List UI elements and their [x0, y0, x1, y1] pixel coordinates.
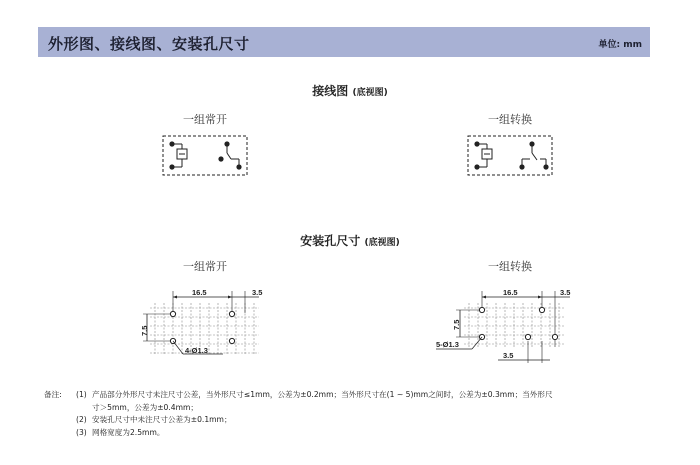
dim-right-left: 3.5 [252, 288, 263, 297]
unit-label: 单位: mm [598, 40, 642, 50]
note-num: (2) [76, 415, 87, 424]
mounting-drawing-no [135, 283, 280, 368]
dim-side-left: 7.5 [140, 325, 149, 336]
section-title: 外形图、接线图、安装孔尺寸 [48, 35, 250, 53]
mounting-subtitle: (底视图) [364, 238, 400, 248]
note-text: 产品部分外形尺寸未注尺寸公差，当外形尺寸≤1mm，公差为±0.2mm；当外形尺寸在(1 ~ 5)mm之间时，公差为±0.3mm；当外形尺 [92, 390, 553, 399]
wiring-title: 接线图 [312, 84, 349, 98]
note-num: (1) [76, 390, 87, 399]
dim-holes-right: 5-Ø1.3 [436, 340, 459, 349]
mounting-drawing-co [432, 283, 577, 368]
wiring-diagram-no [160, 133, 252, 179]
note-text: 安装孔尺寸中未注尺寸公差为±0.1mm； [92, 415, 232, 424]
wiring-diagram-co [465, 133, 557, 179]
note-text: 寸＞5mm，公差为±0.4mm； [92, 402, 199, 412]
dim-right-right: 3.5 [560, 288, 571, 297]
wiring-heading [0, 82, 700, 99]
mounting-heading [0, 232, 700, 249]
dim-top-left: 16.5 [192, 288, 207, 297]
dim-side-right: 7.5 [452, 319, 461, 330]
wiring-left-label: 一组常开 [183, 113, 227, 126]
mounting-right-label: 一组转换 [488, 260, 532, 273]
section-header [38, 27, 650, 57]
wiring-subtitle: (底视图) [352, 88, 388, 98]
mounting-left-label: 一组常开 [183, 260, 227, 273]
dim-bottom-right: 3.5 [503, 351, 514, 360]
mounting-title: 安装孔尺寸 [300, 234, 361, 248]
wiring-right-label: 一组转换 [488, 113, 532, 126]
notes-label: 备注: [44, 390, 62, 399]
dim-top-right: 16.5 [503, 288, 518, 297]
note-num: (3) [76, 427, 87, 437]
note-text: 网格宽度为2.5mm。 [92, 427, 165, 437]
dim-holes-left: 4-Ø1.3 [185, 346, 208, 355]
